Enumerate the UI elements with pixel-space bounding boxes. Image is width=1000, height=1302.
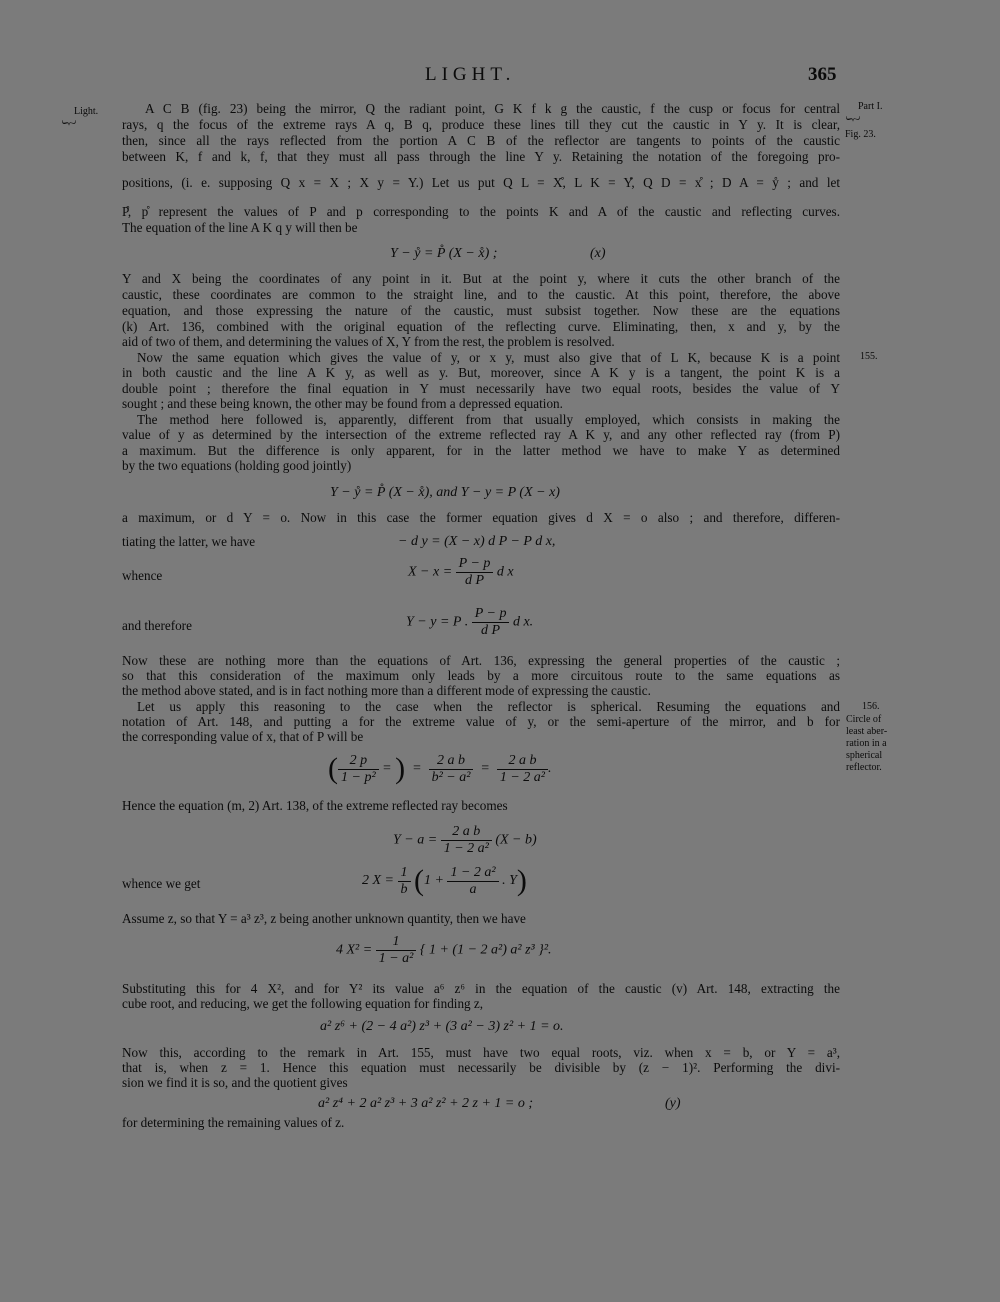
eq-sign: = — [382, 761, 396, 777]
text-line: A C B (fig. 23) being the mirror, Q the radiant point, G K f k g the caustic, f the cusp or focus for central — [145, 101, 840, 116]
equation-reflected-ray — [393, 824, 537, 857]
text-line: Now these are nothing more than the equations of Art. 136, expressing the general properties of the caustic ; — [122, 653, 840, 668]
equation-differential: − d y = (X − x) d P − P d x, — [398, 534, 556, 549]
text-line: a maximum. But the difference is only apparent, for in the latter method we have to make Y as determined — [122, 443, 840, 458]
text-line: The equation of the line A K q y will then be — [122, 220, 358, 235]
numerator: 2 a b — [429, 753, 474, 770]
fraction — [472, 606, 510, 639]
margin-note-156-3: ration in a — [846, 738, 887, 749]
brace-left-icon: ︸ — [62, 122, 76, 137]
eq-lhs: Y − a = — [393, 832, 438, 848]
text-line: so that this consideration of the maximum only leads by a more circuitous route to the same equations as — [122, 668, 840, 683]
text-line: positions, (i. e. supposing Q x = X ; X y = Y.) Let us put Q L = X̊, L K = Y̊, Q D = x̊ ; D A = ẙ ; and let — [122, 175, 840, 190]
numerator: 2 a b — [497, 753, 548, 770]
numerator: P − p — [472, 606, 510, 623]
fraction — [456, 556, 494, 589]
equation-polynomial-2: a² z⁴ + 2 a² z³ + 3 a² z² + 2 z + 1 = o ; — [318, 1096, 534, 1111]
text-line: notation of Art. 148, and putting a for the extreme value of y, or the semi-aperture of the mirror, and b for — [122, 714, 840, 729]
numerator: 2 p — [338, 753, 379, 770]
fraction — [376, 934, 417, 967]
text-line: then, since all the rays reflected from the portion A C B of the reflector are tangents to points of the caustic — [122, 133, 840, 148]
equation-therefore — [406, 606, 533, 639]
text-line: sought ; and these being known, the other may be found from a depressed equation. — [122, 396, 563, 411]
page-number: 365 — [808, 64, 837, 85]
margin-number-156: 156. — [862, 701, 880, 712]
eq-middle: 1 + — [424, 873, 444, 889]
margin-number-155: 155. — [860, 351, 878, 362]
eq-lhs: 2 X = — [362, 873, 394, 889]
numerator: 1 − 2 a² — [447, 865, 498, 882]
text-line: in both caustic and the line A K y, as well as y. But, moreover, since A K y is a tangent, the point K is a — [122, 365, 840, 380]
eq-lhs: Y − y = P . — [406, 614, 469, 630]
text-label: tiating the latter, we have — [122, 534, 256, 549]
text-line: Assume z, so that Y = a³ z³, z being another unknown quantity, then we have — [122, 911, 526, 926]
fraction — [447, 865, 498, 898]
denominator: a — [469, 881, 477, 897]
text-line: aid of two of them, and determining the values of X, Y from the rest, the problem is resolved. — [122, 334, 615, 349]
denominator: 1 − 2 a² — [499, 769, 546, 785]
text-line: for determining the remaining values of z. — [122, 1115, 345, 1130]
margin-note-156-2: least aber- — [846, 726, 888, 737]
equation-4X — [336, 934, 552, 967]
text-line: Let us apply this reasoning to the case when the reflector is spherical. Resuming the equations and — [137, 699, 840, 714]
equation-x: Y − ẙ = P̊ (X − x̊) ; — [390, 246, 498, 261]
text-line: Now this, according to the remark in Art. 155, must have two equal roots, viz. when x = b, or Y = a³, — [122, 1045, 840, 1060]
margin-note-156-5: reflector. — [846, 762, 882, 773]
margin-fig: Fig. 23. — [845, 129, 876, 140]
denominator: d P — [465, 573, 485, 588]
eq-end: . Y — [502, 873, 517, 889]
running-title: LIGHT. — [425, 64, 516, 85]
fraction — [441, 824, 492, 857]
text-line: rays, q the focus of the extreme rays A q, B q, produce these lines till they cut the caustic in Y y. It is clear, — [122, 117, 840, 132]
eq-rhs: d x — [496, 564, 514, 580]
text-line: the corresponding value of x, that of P will be — [122, 729, 364, 744]
numerator: 1 — [398, 865, 411, 882]
eq-lhs: X − x = — [408, 564, 453, 580]
text-line: Now the same equation which gives the value of y, or x y, must also give that of L K, because K is a point — [137, 350, 840, 365]
equation-tag-x: (x) — [590, 246, 606, 261]
text-line: double point ; therefore the final equation in Y must necessarily have two equal roots, besides the value of Y — [122, 381, 840, 396]
text-line: by the two equations (holding good jointly) — [122, 458, 352, 473]
brace-right-icon: ︸ — [846, 118, 860, 133]
numerator: 2 a b — [441, 824, 492, 841]
fraction — [429, 753, 474, 786]
text-line: between K, f and k, f, that they must all pass through the line Y y. Retaining the notation of the foregoing pro- — [122, 149, 840, 164]
text-line: a maximum, or d Y = o. Now in this case the former equation gives d X = o also ; and therefore, differen- — [122, 510, 840, 525]
equation-whence — [408, 556, 514, 589]
text-line: Y and X being the coordinates of any point in it. But at the point y, where it cuts the other branch of the — [122, 271, 840, 286]
fraction — [338, 753, 379, 786]
text-line: The method here followed is, apparently, different from that usually employed, which consists in making the — [137, 412, 840, 427]
margin-part: Part I. — [858, 101, 883, 112]
denominator: 1 − a² — [378, 951, 414, 966]
margin-label-light: Light. — [74, 106, 99, 117]
fraction — [497, 753, 548, 786]
text-label: whence — [122, 568, 163, 583]
denominator: 1 − p² — [341, 769, 376, 785]
text-label: and therefore — [122, 618, 192, 633]
fraction — [398, 865, 411, 898]
margin-note-156-4: spherical — [846, 750, 883, 761]
denominator: 1 − 2 a² — [443, 841, 489, 856]
denominator: b² − a² — [431, 769, 471, 785]
numerator: 1 — [376, 934, 417, 951]
equation-P: ( $\frac{2 p}{\text{1 − p²}}$ = ) = $\frac{\text{2 a b}}{\text{b² − a²}}$ = $\frac{\text{2 a b}}{\text{1 − 2 a²}}$ . — [328, 752, 552, 785]
numerator: P − p — [456, 556, 494, 573]
text-line: equation, and those expressing the nature of the caustic, must subsist together. Now these are the equations — [122, 303, 840, 318]
text-line: caustic, these coordinates are common to the straight line, and to the caustic. At this point, therefore, the above — [122, 287, 840, 302]
eq-rhs: d x. — [512, 614, 534, 630]
denominator: d P — [481, 623, 501, 638]
eq-rhs: (X − b) — [495, 832, 537, 848]
text-line: sion we find it is so, and the quotient gives — [122, 1075, 348, 1090]
text-line: cube root, and reducing, we get the following equation for finding z, — [122, 996, 484, 1011]
eq-lhs: 4 X² = — [336, 942, 373, 958]
denominator: b — [400, 881, 408, 897]
text-line: Substituting this for 4 X², and for Y² its value a⁶ z⁶ in the equation of the caustic (v) Art. 148, extracting the — [122, 981, 840, 996]
text-line: value of y as determined by the intersection of the extreme reflected ray A K y, and any other reflected ray (from P) — [122, 427, 840, 442]
text-line: P̊, p̊ represent the values of P and p corresponding to the points K and A of the caustic and reflecting curves. — [122, 204, 840, 219]
equation-2X: 2 X = $\frac{1}{b}$ (1 + $\frac{\text{1 − 2 a²}}{a}$ . Y) — [362, 864, 527, 897]
equation-joint: Y − ẙ = P̊ (X − x̊), and Y − y = P (X − x) — [330, 485, 560, 500]
text-line: (k) Art. 136, combined with the original equation of the reflecting curve. Eliminating, then, x and y, by the — [122, 319, 840, 334]
text-label: whence we get — [122, 876, 201, 891]
text-line: the method above stated, and is in fact nothing more than a different mode of expressing the caustic. — [122, 683, 651, 698]
margin-note-156-1: Circle of — [846, 714, 882, 725]
text-line: Hence the equation (m, 2) Art. 138, of the extreme reflected ray becomes — [122, 798, 508, 813]
equation-tag-y: (y) — [665, 1096, 681, 1111]
equation-polynomial-1: a² z⁶ + (2 − 4 a²) z³ + (3 a² − 3) z² + 1 = o. — [320, 1019, 564, 1034]
text-line: that is, when z = 1. Hence this equation must necessarily be divisible by (z − 1)². Performing the divi- — [122, 1060, 840, 1075]
eq-rhs: { 1 + (1 − 2 a²) a² z³ }². — [419, 942, 552, 958]
